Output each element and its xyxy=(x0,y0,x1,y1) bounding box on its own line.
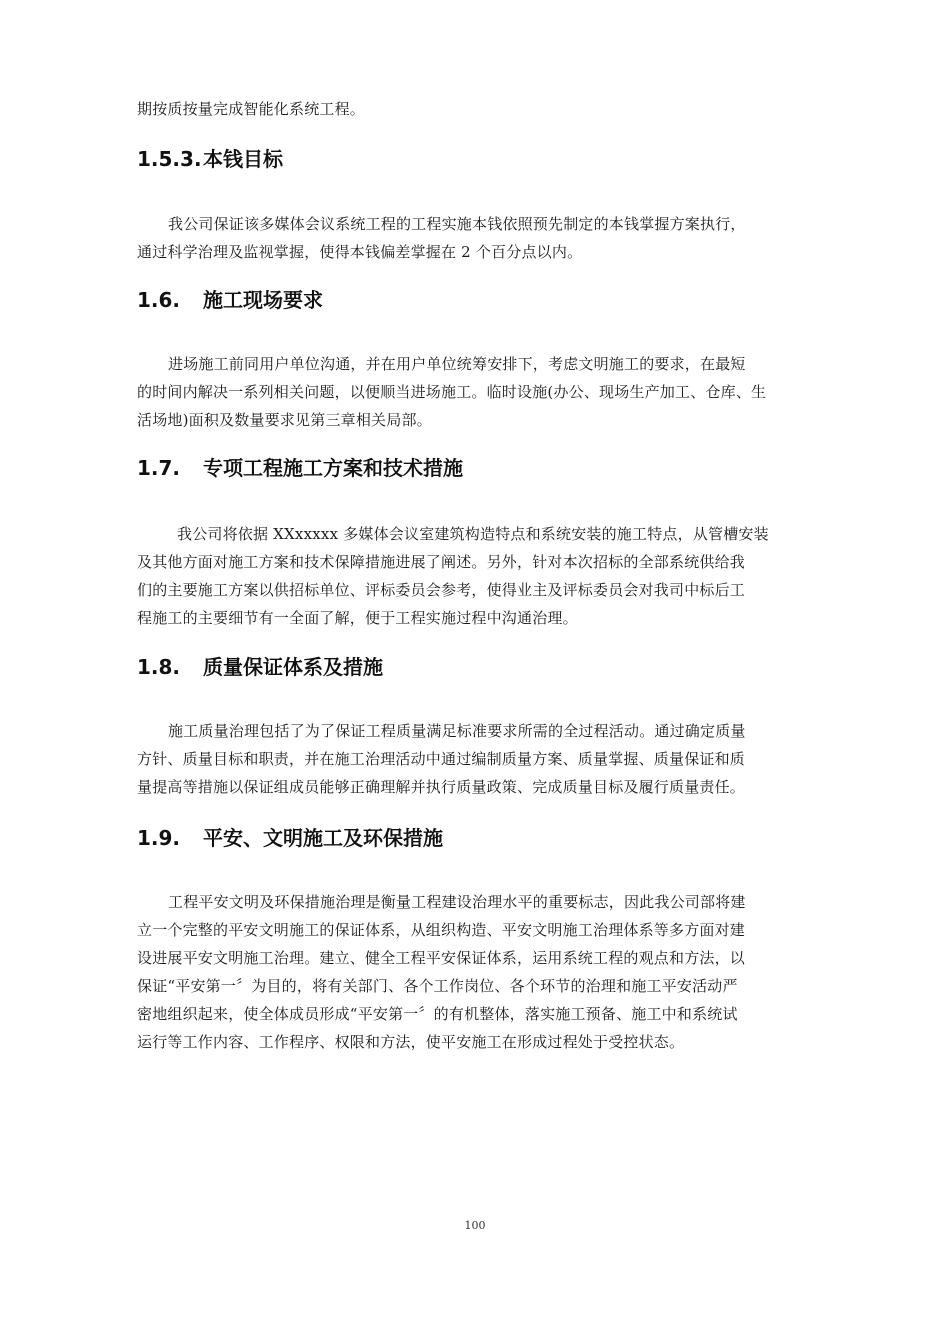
paragraph-line: 工程平安文明及环保措施治理是衡量工程建设治理水平的重要标志，因此我公司部将建 xyxy=(168,893,746,911)
paragraph-line: 方针、质量目标和职责，并在施工治理活动中通过编制质量方案、质量掌握、质量保证和质 xyxy=(137,750,746,768)
section-number: 1.7. xyxy=(137,456,181,480)
paragraph-line: 及其他方面对施工方案和技术保障措施进展了阐述。另外，针对本次招标的全部系统供给我 xyxy=(137,553,746,571)
paragraph-line: 我公司保证该多媒体会议系统工程的工程实施本钱依照预先制定的本钱掌握方案执行， xyxy=(168,215,746,233)
paragraph-line: 设进展平安文明施工治理。建立、健全工程平安保证体系，运用系统工程的观点和方法，以 xyxy=(137,949,746,967)
section-title: 本钱目标 xyxy=(203,147,283,171)
section-heading-1-5-3 xyxy=(137,146,283,172)
section-number: 1.6. xyxy=(137,288,181,312)
paragraph-line: 程施工的主要细节有一全面了解，便于工程实施过程中沟通治理。 xyxy=(137,609,578,627)
paragraph-line: 立一个完整的平安文明施工的保证体系，从组织构造、平安文明施工治理体系等多方面对建 xyxy=(137,921,746,939)
paragraph-line: 量提高等措施以保证组成员能够正确理解并执行质量政策、完成质量目标及履行质量责任。 xyxy=(137,778,746,796)
intro-tail-line: 期按质按量完成智能化系统工程。 xyxy=(137,100,366,118)
section-number: 1.9. xyxy=(137,826,181,850)
paragraph-line: 保证“平安第一〞为目的，将有关部门、各个工作岗位、各个环节的治理和施工平安活动严 xyxy=(137,977,738,995)
section-title: 施工现场要求 xyxy=(203,288,323,312)
section-number: 1.8. xyxy=(137,655,181,679)
paragraph-line: 们的主要施工方案以供招标单位、评标委员会参考，使得业主及评标委员会对我司中标后工 xyxy=(137,581,746,599)
paragraph-line: 运行等工作内容、工作程序、权限和方法，使平安施工在形成过程处于受控状态。 xyxy=(137,1033,685,1051)
section-heading-1-8 xyxy=(137,654,383,680)
section-heading-1-7 xyxy=(137,455,463,481)
section-heading-1-6 xyxy=(137,287,323,313)
section-title: 质量保证体系及措施 xyxy=(203,655,383,679)
paragraph-line: 通过科学治理及监视掌握，使得本钱偏差掌握在 2 个百分点以内。 xyxy=(137,243,583,261)
section-title: 平安、文明施工及环保措施 xyxy=(203,826,443,850)
paragraph-line: 活场地)面积及数量要求见第三章相关局部。 xyxy=(137,411,432,429)
paragraph-line: 我公司将依据 XXxxxxx 多媒体会议室建筑构造特点和系统安装的施工特点，从管槽安装 xyxy=(177,525,769,543)
section-number: 1.5.3. xyxy=(137,147,202,171)
section-title: 专项工程施工方案和技术措施 xyxy=(203,456,463,480)
paragraph-line: 施工质量治理包括了为了保证工程质量满足标准要求所需的全过程活动。通过确定质量 xyxy=(168,722,746,740)
section-heading-1-9 xyxy=(137,825,443,851)
paragraph-line: 进场施工前同用户单位沟通，并在用户单位统筹安排下，考虑文明施工的要求，在最短 xyxy=(168,355,746,373)
page-number: 100 xyxy=(464,1219,486,1232)
paragraph-line: 密地组织起来，使全体成员形成“平安第一〞的有机整体，落实施工预备、施工中和系统试 xyxy=(137,1005,738,1023)
paragraph-line: 的时间内解决一系列相关问题，以便顺当进场施工。临时设施(办公、现场生产加工、仓库、生 xyxy=(137,383,767,401)
